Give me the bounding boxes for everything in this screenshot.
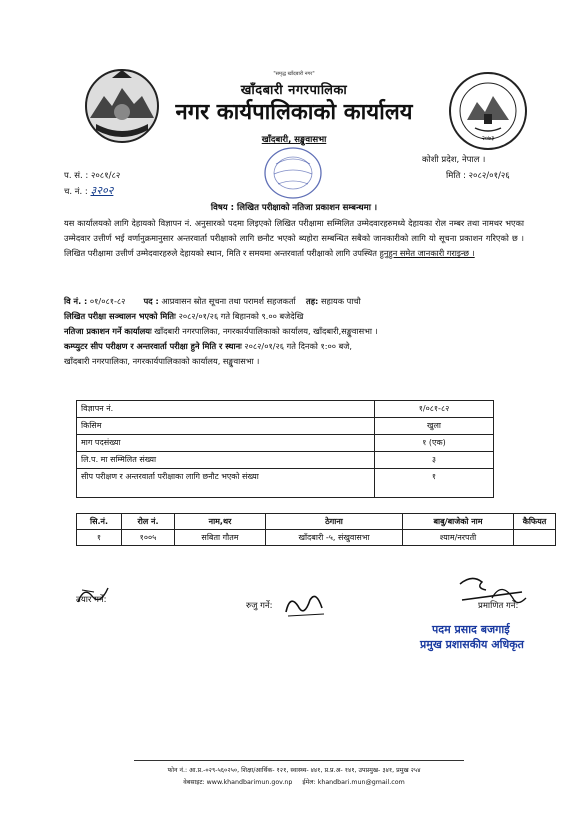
table-row: विज्ञापन नं. १/०८१-८२	[77, 401, 494, 418]
footer-phone-line: फोन नं.: आ.प्र.-०२९-५६०२५०, शिक्षा/आर्थिक- १२१, स्वास्थ्य- ४४१, प्र.प्र.अ- १४१, उपप्रमुख- ३४१, प्रमुख २५४	[167, 767, 421, 774]
office-stamp-icon	[262, 144, 324, 202]
footer-contact-line: वेबसाइट: www.khandbarimun.gov.np ईमेल: khandbari.mun@gmail.com	[183, 779, 405, 786]
result-office-line: नतिजा प्रकाशन गर्ने कार्यालयः खाँदबारी नगरपालिका, नगरकार्यपालिकाको कार्यालय, खाँदबारी,सङ्खुवासभा ।	[64, 326, 378, 336]
exam-date-line: लिखित परीक्षा सञ्चालन भएको मितिः २०८२/०१/२६ गते बिहानको ९.०० बजेदेखि	[64, 311, 304, 321]
table-header-row: सि.नं. रोल नं. नाम,थर ठेगाना बाबु/बाजेको नाम कैफियत	[77, 514, 556, 530]
office-name: नगर कार्यपालिकाको कार्यालय	[175, 100, 413, 125]
province-label: कोशी प्रदेश, नेपाल ।	[422, 155, 486, 165]
checked-by-label: रुजु गर्ने:	[246, 601, 273, 611]
email-link[interactable]: khandbari.mun@gmail.com	[317, 779, 405, 786]
checker-signature-icon	[282, 588, 328, 622]
patra-sankhya: प. सं. : २०८१/८२	[64, 171, 121, 181]
seal-year: २०७३	[481, 135, 495, 142]
chalani-number: च. नं. : ३२०२	[64, 184, 114, 197]
prepared-by-label: तयार गर्ने:	[76, 595, 107, 605]
officer-name: पदम प्रसाद बजगाई	[432, 623, 510, 636]
result-table	[76, 513, 556, 546]
vacancy-line: वि नं. : ०१/०८१-८२ पद : आप्रवासन स्रोत सूचना तथा परामर्श सहजकर्ता तह: सहायक पाचौ	[64, 296, 361, 306]
table-row: सीप परीक्षण र अन्तरवार्ता परीक्षाका लागि छनौट भएको संख्या १	[77, 469, 494, 498]
table-row: १ १००५ सबिता गौतम खाँदबारी -५, संखुवासभा श्याम/नरपती	[77, 530, 556, 546]
table-row: किसिम खुला	[77, 418, 494, 435]
website-link[interactable]: www.khandbarimun.gov.np	[206, 779, 293, 786]
footer-divider	[134, 760, 464, 761]
office-location: खाँदबारी, सङ्खुवासभा	[261, 135, 327, 145]
municipality-motto: "समृद्ध खाँदबारी नगर"	[273, 71, 315, 77]
body-paragraph: यस कार्यालयको लागि देहायको विज्ञापन नं. अनुसारको पदमा लिइएको लिखित परीक्षामा सम्मिलित उम्मेदवारहरुमध्ये देहायका रोल नम्बर तथा नामथर भएका उम्मेदवार उत्तीर्ण भई वर्णानुक्रमानुसार अन्तरवार्ता परीक्षाको लागि छनौट भएको ब्यहोरा सम्बन्धित सबैको जानकारीको लागि यो सूचना प्रकाशन गरिएको छ । लिखित परीक्षामा उत्तीर्ण उम्मेदवारहरुले देहायको स्थान, मिति र समयमा अन्तरवार्ता परीक्षाको लागि उपस्थित हुनुहुन समेत जानकारी गराइन्छ ।	[64, 218, 524, 258]
subject-line: विषय : लिखित परीक्षाको नतिजा प्रकाशन सम्बन्धमा ।	[210, 203, 378, 213]
table-row: लि.प. मा सम्मिलित संख्या ३	[77, 452, 494, 469]
interview-place-line: खाँदबारी नगरपालिका, नगरकार्यपालिकाको कार्यालय, सङ्खुवासभा ।	[64, 356, 260, 366]
municipality-seal-logo	[447, 70, 529, 152]
document-date: मिति : २०८२/०१/२६	[446, 171, 510, 181]
table-row: माग पदसंख्या १ (एक)	[77, 435, 494, 452]
interview-line: कम्प्युटर सीप परीक्षण र अन्तरवार्ता परीक्षा हुने मिति र स्थानः २०८२/०१/२६ गते दिनको १:०० बजे,	[64, 341, 352, 351]
municipality-name: खाँदबारी नगरपालिका	[240, 83, 348, 98]
vacancy-summary-table	[76, 400, 494, 498]
approved-by-label: प्रमाणित गर्ने:	[478, 601, 519, 611]
officer-title: प्रमुख प्रशासकीय अधिकृत	[420, 638, 524, 651]
